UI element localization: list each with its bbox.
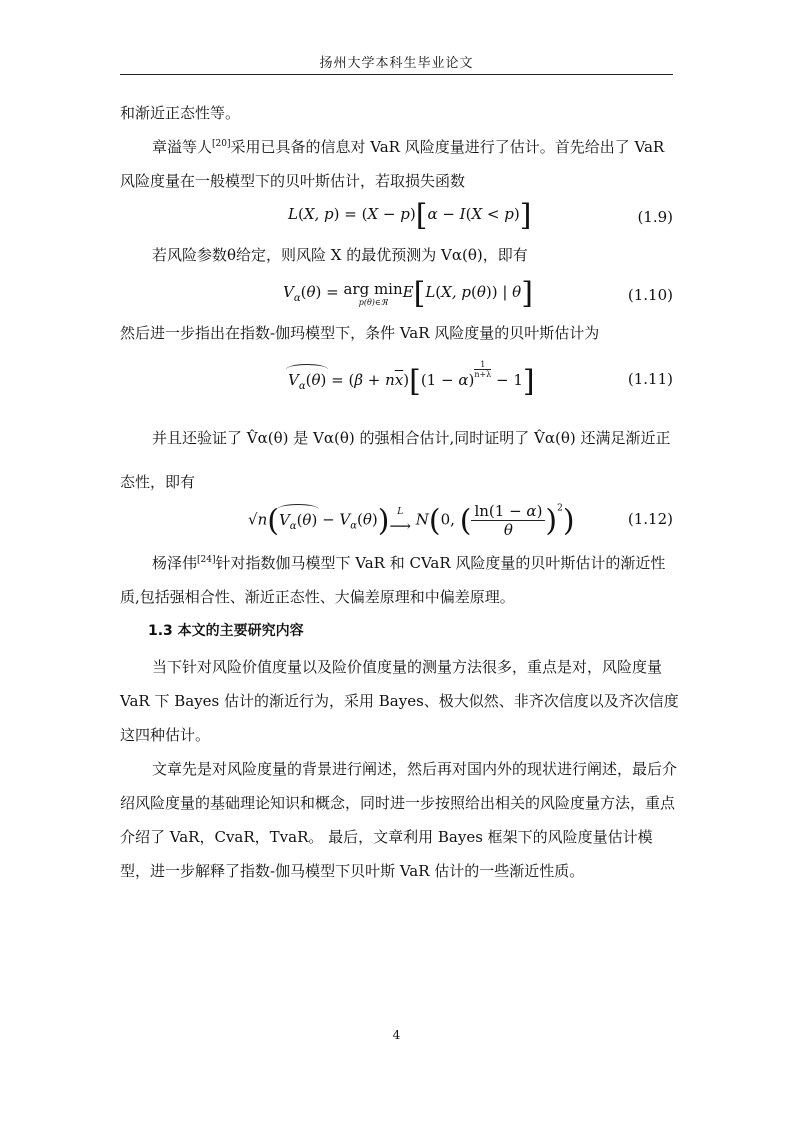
paragraph: 若风险参数θ给定，则风险 X 的最优预测为 Vα(θ)，即有 [152, 246, 528, 264]
paragraph: 并且还验证了 V̂α(θ) 是 Vα(θ) 的强相合估计,同时证明了 V̂α(θ) 还满足渐近正态性，即有 [120, 429, 671, 491]
equation-number: (1.11) [627, 370, 673, 388]
paragraph: 文章先是对风险度量的背景进行阐述，然后再对国内外的现状进行阐述，最后介绍风险度量的基础理论知识和概念，同时进一步按照给出相关的风险度量方法，重点介绍了 VaR，CvaR，TvaR。 最后，文章利用 Bayes 框架下的风险度量估计模型，进一步解释了指数-伽马模型下贝叶斯 VaR 估计的一些渐近性质。 [120, 760, 678, 880]
citation: [20] [212, 139, 231, 149]
header-rule [120, 74, 673, 75]
equation-number: (1.10) [627, 286, 673, 304]
section-heading: 1.3 本文的主要研究内容 [148, 623, 304, 639]
paragraph: 当下针对风险价值度量以及险价值度量的测量方法很多，重点是对，风险度量 VaR 下 Bayes 估计的渐近行为，采用 Bayes、极大似然、非齐次信度以及齐次信度这四种估计。 [120, 658, 679, 744]
paragraph: 杨泽伟[24]针对指数伽马模型下 VaR 和 CVaR 风险度量的贝叶斯估计的渐近性质,包括强相合性、渐近正态性、大偏差原理和中偏差原理。 [120, 554, 666, 606]
page-header: 扬州大学本科生毕业论文 [319, 56, 474, 71]
paragraph: 然后进一步指出在指数-伽玛模型下，条件 VaR 风险度量的贝叶斯估计为 [120, 324, 600, 342]
paragraph: 章溢等人[20]采用已具备的信息对 VaR 风险度量进行了估计。首先给出了 VaR 风险度量在一般模型下的贝叶斯估计，若取损失函数 [120, 138, 665, 190]
equation-1-11: $V_\alpha(\theta) = (\beta + n\overline{x})[(1 - \alpha)$ $\frac{1}{n+\lambda}$ − 1] (1.11) [288, 360, 673, 399]
equation-1-12: $√n(V_\alpha(\theta) - V_\alpha(\theta))$ L ⟶ N(0, ( $\frac{\ln(1 - \alpha)}{\theta}$ )$^2$) (1.12) [248, 502, 673, 539]
equation-number: (1.9) [637, 208, 673, 226]
equation-number: (1.12) [627, 510, 673, 528]
page-number: 4 [392, 1028, 401, 1042]
equation-1-9: L(X, p) = (X − p)[α − I(X < p)] (1.9) [288, 198, 673, 233]
equation-1-10: $V_\alpha(\theta)$ = arg min p(θ)∈ℜ E[L(X, p(θ)) | θ] (1.10) [283, 276, 673, 311]
citation: [24] [197, 555, 216, 565]
paragraph: 和渐近正态性等。 [120, 104, 241, 122]
